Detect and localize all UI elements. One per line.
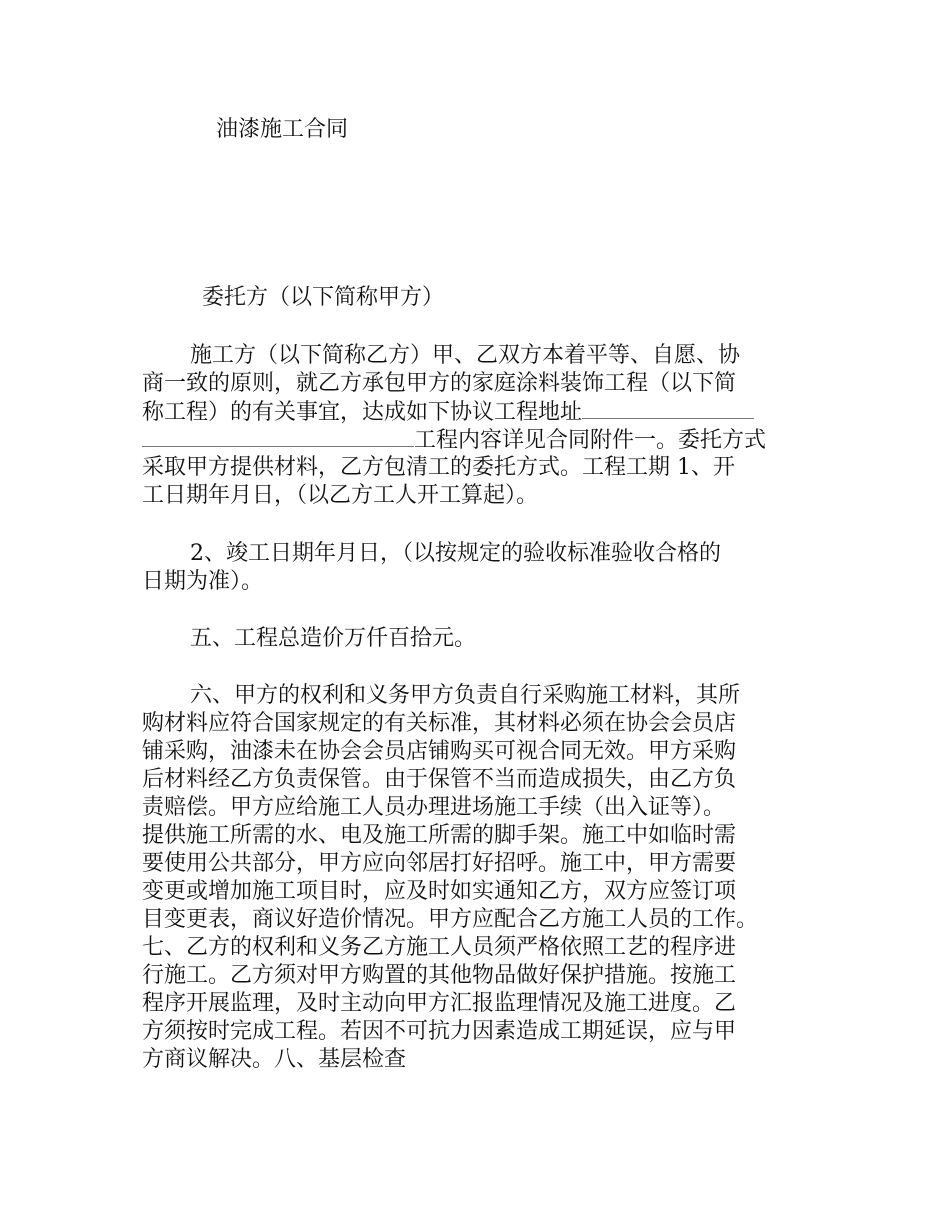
- text-line: 六、甲方的权利和义务甲方负责自行采购施工材料，其所: [190, 683, 741, 708]
- text-line: 工日期年月日，（以乙方工人开工算起）。: [142, 483, 539, 508]
- text-line: [142, 426, 832, 454]
- document-title: 油漆施工合同: [216, 117, 349, 142]
- text-segment: 称工程）的有关事宜，达成如下协议工程地址: [142, 400, 583, 425]
- text-line: 后材料经乙方负责保管。由于保管不当而造成损失，由乙方负: [142, 767, 737, 792]
- text-line: 商一致的原则，就乙方承包甲方的家庭涂料装饰工程（以下简: [142, 371, 737, 396]
- paragraph-4: [142, 682, 832, 1074]
- text-line: 要使用公共部分，甲方应向邻居打好招呼。施工中，甲方需要: [142, 851, 737, 876]
- paragraph-2: [142, 540, 832, 596]
- text-line: 五、工程总造价万仟百拾元。: [190, 626, 477, 651]
- text-line: 七、乙方的权利和义务乙方施工人员须严格依照工艺的程序进: [142, 935, 737, 960]
- blank-line: [582, 398, 754, 419]
- text-line: 责赔偿。甲方应给施工人员办理进场施工手续（出入证等）。: [142, 795, 726, 820]
- text-line: 提供施工所需的水、电及施工所需的脚手架。施工中如临时需: [142, 823, 737, 848]
- text-line: 采取甲方提供材料，乙方包清工的委托方式。工程工期 1、开: [142, 455, 735, 480]
- blank-line: [142, 426, 414, 447]
- text-line: 购材料应符合国家规定的有关标准，其材料必须在协会会员店: [142, 711, 737, 736]
- text-line: 铺采购，油漆未在协会会员店铺购买可视合同无效。甲方采购: [142, 739, 737, 764]
- text-line: 变更或增加施工项目时，应及时如实通知乙方，双方应签订项: [142, 879, 737, 904]
- paragraph-3: [142, 625, 832, 653]
- text-segment: 工程内容详见合同附件一。委托方式: [414, 428, 767, 453]
- text-line: 日期为准）。: [142, 569, 264, 594]
- text-line: 方商议解决。八、基层检查: [142, 1047, 407, 1072]
- paragraph-1: [142, 342, 832, 510]
- text-line: 行施工。乙方须对甲方购置的其他物品做好保护措施。按施工: [142, 963, 737, 988]
- text-line: [142, 398, 832, 426]
- text-line: 施工方（以下简称乙方）甲、乙双方本着平等、自愿、协: [190, 343, 741, 368]
- text-line: 方须按时完成工程。若因不可抗力因素造成工期延误，应与甲: [142, 1019, 737, 1044]
- text-line: 2、竣工日期年月日，（以按规定的验收标准验收合格的: [190, 541, 721, 566]
- text-line: 目变更表，商议好造价情况。甲方应配合乙方施工人员的工作。: [142, 907, 759, 932]
- text-line: 程序开展监理，及时主动向甲方汇报监理情况及施工进度。乙: [142, 991, 737, 1016]
- client-line: 委托方（以下简称甲方）: [202, 285, 445, 310]
